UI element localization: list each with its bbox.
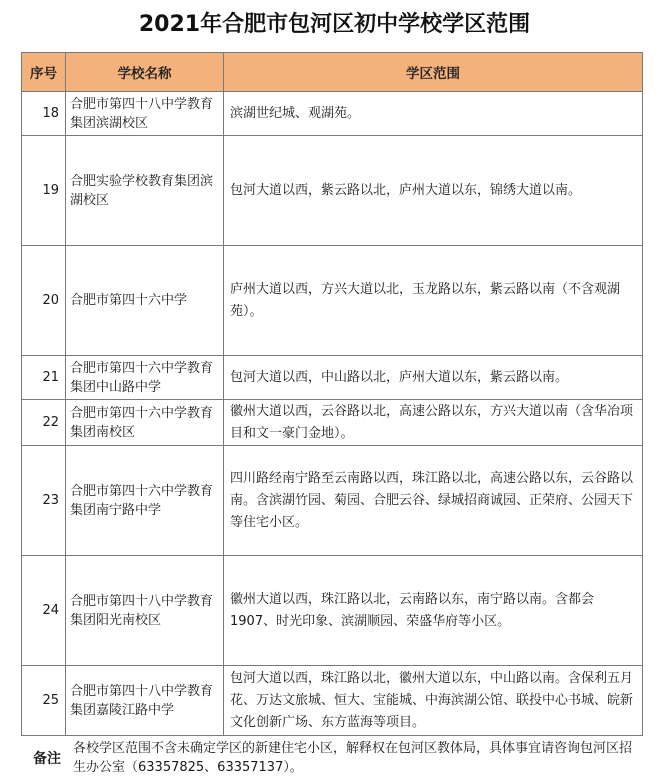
row-district-range: 包河大道以西，珠江路以北，徽州大道以东，中山路以南。含保利五月花、万达文旅城、恒大、宝能城、中海滨湖公馆、联投中心书城、皖新文化创新广场、东方蓝海等项目。 xyxy=(224,666,643,736)
row-school-name: 合肥市第四十六中学教育集团南宁路中学 xyxy=(66,446,224,556)
row-no: 19 xyxy=(22,136,66,246)
row-no: 23 xyxy=(22,446,66,556)
table-header-row xyxy=(22,53,643,92)
header-school-name: 学校名称 xyxy=(66,53,224,92)
header-district-range: 学区范围 xyxy=(224,53,643,92)
table-row xyxy=(22,446,643,556)
page-title: 2021年合肥市包河区初中学校学区范围 xyxy=(138,12,531,37)
table-row xyxy=(22,92,643,136)
row-no: 21 xyxy=(22,356,66,400)
row-district-range: 徽州大道以西，云谷路以北，高速公路以东，方兴大道以南（含华冶项目和文一豪门金地）。 xyxy=(224,400,643,446)
row-school-name: 合肥市第四十六中学 xyxy=(66,246,224,356)
table-row xyxy=(22,246,643,356)
row-school-name: 合肥市第四十八中学教育集团阳光南校区 xyxy=(66,556,224,666)
row-district-range: 徽州大道以西，珠江路以北，云南路以东，南宁路以南。含都会1907、时光印象、滨湖顺园、荣盛华府等小区。 xyxy=(224,556,643,666)
table-row xyxy=(22,356,643,400)
header-no: 序号 xyxy=(22,53,66,92)
table-row xyxy=(22,136,643,246)
row-school-name: 合肥市第四十六中学教育集团中山路中学 xyxy=(66,356,224,400)
row-district-range: 滨湖世纪城、观湖苑。 xyxy=(224,92,643,136)
table-row xyxy=(22,666,643,736)
row-district-range: 四川路经南宁路至云南路以西，珠江路以北，高速公路以东，云谷路以南。含滨湖竹园、菊园、合肥云谷、绿城招商诚园、正荣府、公园天下等住宅小区。 xyxy=(224,446,643,556)
note-text: 各校学区范围不含未确定学区的新建住宅小区，解释权在包河区教体局，具体事宜请咨询包河区招生办公室（63357825、63357137）。 xyxy=(73,741,633,775)
row-district-range: 包河大道以西，中山路以北，庐州大道以东，紫云路以南。 xyxy=(224,356,643,400)
row-no: 20 xyxy=(22,246,66,356)
row-no: 22 xyxy=(22,400,66,446)
row-school-name: 合肥市第四十八中学教育集团嘉陵江路中学 xyxy=(66,666,224,736)
school-district-table xyxy=(21,52,643,736)
row-school-name: 合肥市第四十八中学教育集团滨湖校区 xyxy=(66,92,224,136)
note-label: 备注 xyxy=(33,751,61,767)
row-district-range: 包河大道以西，紫云路以北，庐州大道以东，锦绣大道以南。 xyxy=(224,136,643,246)
row-school-name: 合肥实验学校教育集团滨湖校区 xyxy=(66,136,224,246)
row-no: 25 xyxy=(22,666,66,736)
table-row xyxy=(22,400,643,446)
table-row xyxy=(22,556,643,666)
row-district-range: 庐州大道以西，方兴大道以北，玉龙路以东，紫云路以南（不含观湖苑）。 xyxy=(224,246,643,356)
row-no: 24 xyxy=(22,556,66,666)
footnote xyxy=(21,736,642,780)
row-school-name: 合肥市第四十六中学教育集团南校区 xyxy=(66,400,224,446)
row-no: 18 xyxy=(22,92,66,136)
